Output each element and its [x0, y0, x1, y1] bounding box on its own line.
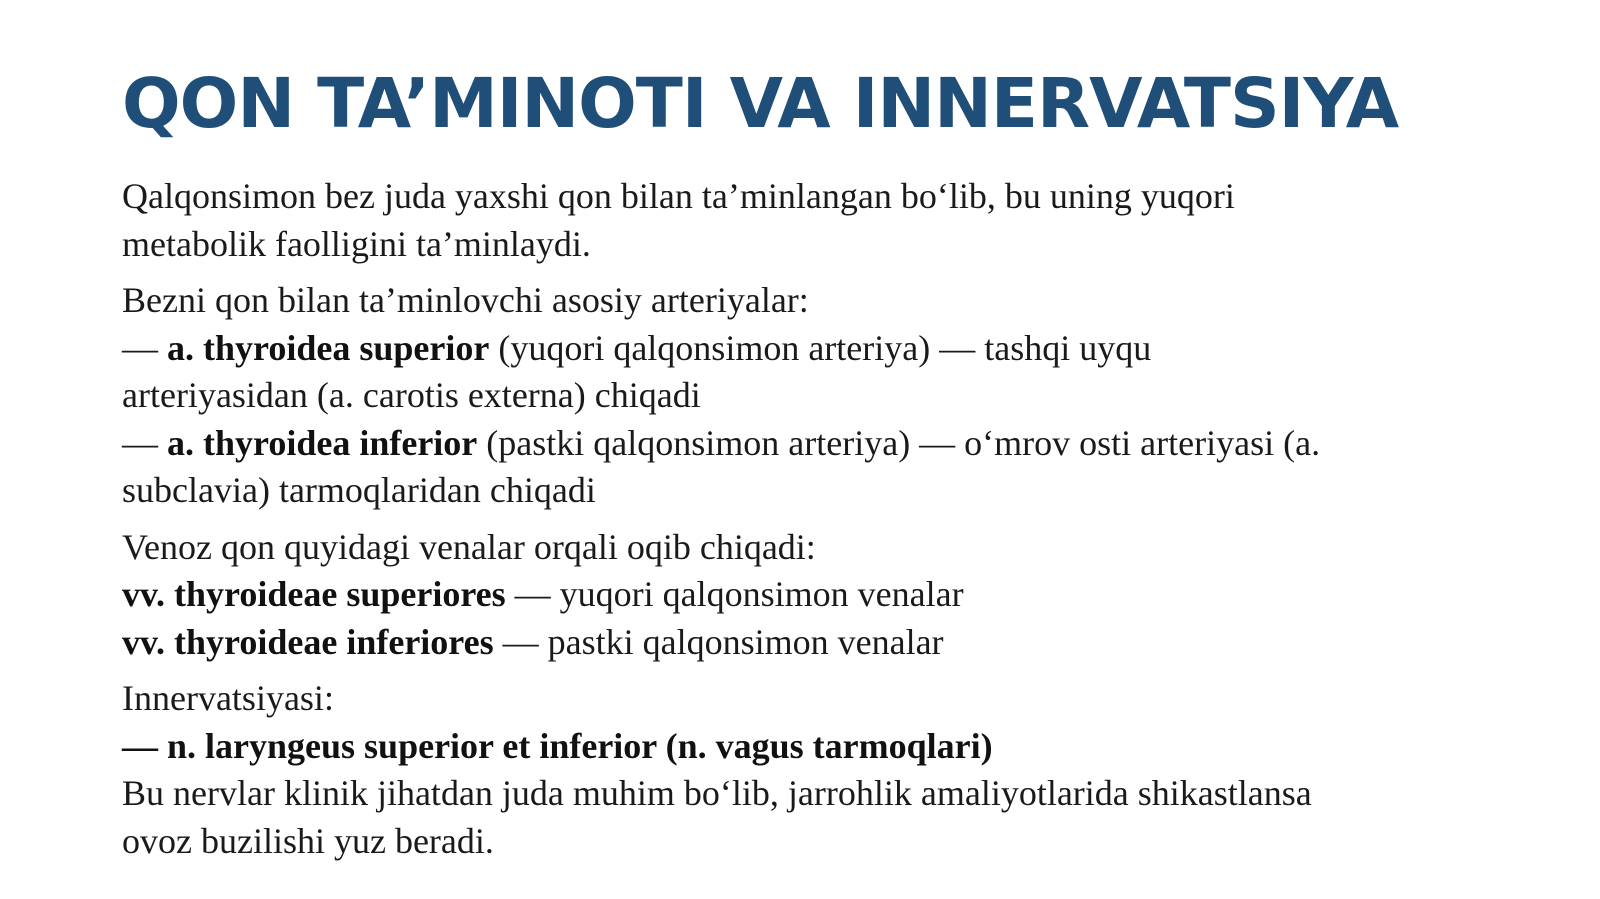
veins-paragraph: [122, 524, 1482, 667]
intro-paragraph: [122, 173, 1482, 268]
artery-superior-dash: —: [122, 327, 167, 368]
vein-superior-line: [122, 571, 1482, 619]
intro-line-1: Qalqonsimon bez juda yaxshi qon bilan ta’minlangan bo‘lib, bu uning yuqori: [122, 176, 1235, 216]
arteries-paragraph: [122, 277, 1482, 515]
innervation-note-line-1: Bu nervlar klinik jihatdan juda muhim bo‘lib, jarrohlik amaliyotlarida shikastlansa: [122, 773, 1312, 813]
artery-inferior-line: [122, 420, 1482, 468]
innervation-paragraph: [122, 675, 1482, 865]
vein-inferior-desc: — pastki qalqonsimon venalar: [493, 621, 944, 662]
artery-superior-term: a. thyroidea superior: [167, 327, 490, 368]
artery-superior-line-2: arteriyasidan (a. carotis externa) chiqadi: [122, 375, 701, 415]
artery-superior-desc: (yuqori qalqonsimon arteriya) — tashqi uyqu: [489, 327, 1152, 368]
artery-inferior-desc: (pastki qalqonsimon arteriya) — o‘mrov osti arteriyasi (a.: [477, 422, 1321, 463]
innervation-nerve-term: — n. laryngeus superior et inferior (n. vagus tarmoqlari): [122, 725, 993, 766]
slide-title: QON TA’MINOTI VA INNERVATSIYA: [122, 64, 1399, 144]
artery-inferior-term: a. thyroidea inferior: [167, 422, 478, 463]
vein-superior-desc: — yuqori qalqonsimon venalar: [505, 574, 964, 614]
veins-heading: Venoz qon quyidagi venalar orqali oqib chiqadi:: [122, 526, 816, 567]
vein-inferior-line: [122, 619, 1482, 667]
intro-line-2: metabolik faolligini ta’minlaydi.: [122, 223, 591, 264]
slide-body: [122, 173, 1482, 874]
innervation-note-line-2: ovoz buzilishi yuz beradi.: [122, 820, 494, 861]
artery-inferior-line-2: subclavia) tarmoqlaridan chiqadi: [122, 470, 596, 510]
arteries-heading: Bezni qon bilan ta’minlovchi asosiy arteriyalar:: [122, 280, 809, 320]
innervation-heading: Innervatsiyasi:: [122, 678, 334, 718]
vein-inferior-term: vv. thyroideae inferiores: [122, 621, 494, 662]
vein-superior-term: vv. thyroideae superiores: [122, 574, 506, 614]
innervation-nerve: [122, 723, 1482, 771]
artery-inferior-dash: —: [122, 422, 167, 463]
artery-superior-line: [122, 325, 1482, 373]
